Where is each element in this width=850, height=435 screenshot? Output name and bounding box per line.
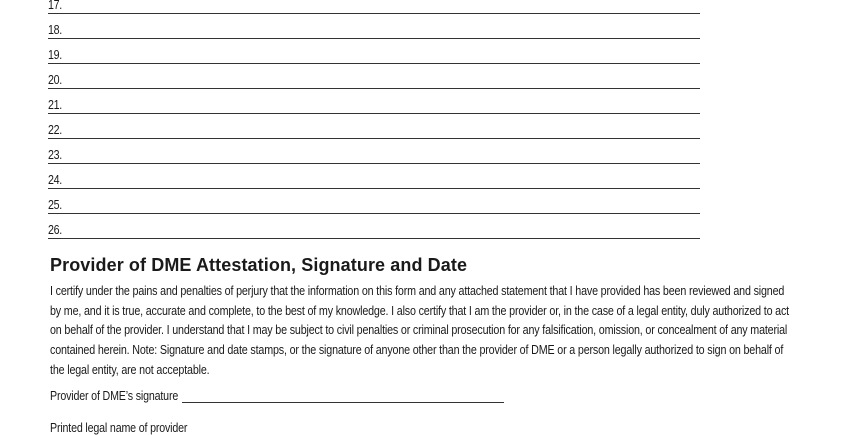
line-row[interactable]: [48, 147, 700, 164]
row-number: 22.: [48, 122, 62, 137]
row-number: 25.: [48, 197, 62, 212]
row-number: 24.: [48, 172, 62, 187]
row-number: 20.: [48, 72, 62, 87]
line-row[interactable]: [48, 22, 700, 39]
line-row[interactable]: [48, 72, 700, 89]
row-number: 26.: [48, 222, 62, 237]
line-row[interactable]: [48, 97, 700, 114]
line-row[interactable]: [48, 172, 700, 189]
attestation-text: I certify under the pains and penalties of perjury that the information on this form and any attached statement that I have provided has been reviewed and signed by me, and it is true, accurate and complete, to the best of my knowledge. I also certify that I am the provider or, in the case of a legal entity, duly authorized to act on behalf of the provider. I understand that I may be subject to civil penalties or criminal prosecution for any falsification, omission, or concealment of any material contained herein. Note: Signature and date stamps, or the signature of anyone other than the provider of DME or a person legally authorized to sign on behalf of the legal entity, are not acceptable.: [50, 283, 790, 377]
signature-field[interactable]: [182, 402, 504, 403]
attestation-title: Provider of DME Attestation, Signature and Date: [50, 255, 468, 275]
line-row[interactable]: [48, 47, 700, 64]
printed-name-label: Printed legal name of provider: [50, 420, 188, 435]
row-number: 21.: [48, 97, 62, 112]
row-number: 18.: [48, 22, 62, 37]
line-row[interactable]: [48, 0, 700, 14]
row-number: 19.: [48, 47, 62, 62]
row-number: 23.: [48, 147, 62, 162]
line-row[interactable]: [48, 197, 700, 214]
row-number: 17.: [48, 0, 62, 12]
line-row[interactable]: [48, 122, 700, 139]
signature-label: Provider of DME’s signature: [50, 388, 179, 403]
line-row[interactable]: [48, 222, 700, 239]
